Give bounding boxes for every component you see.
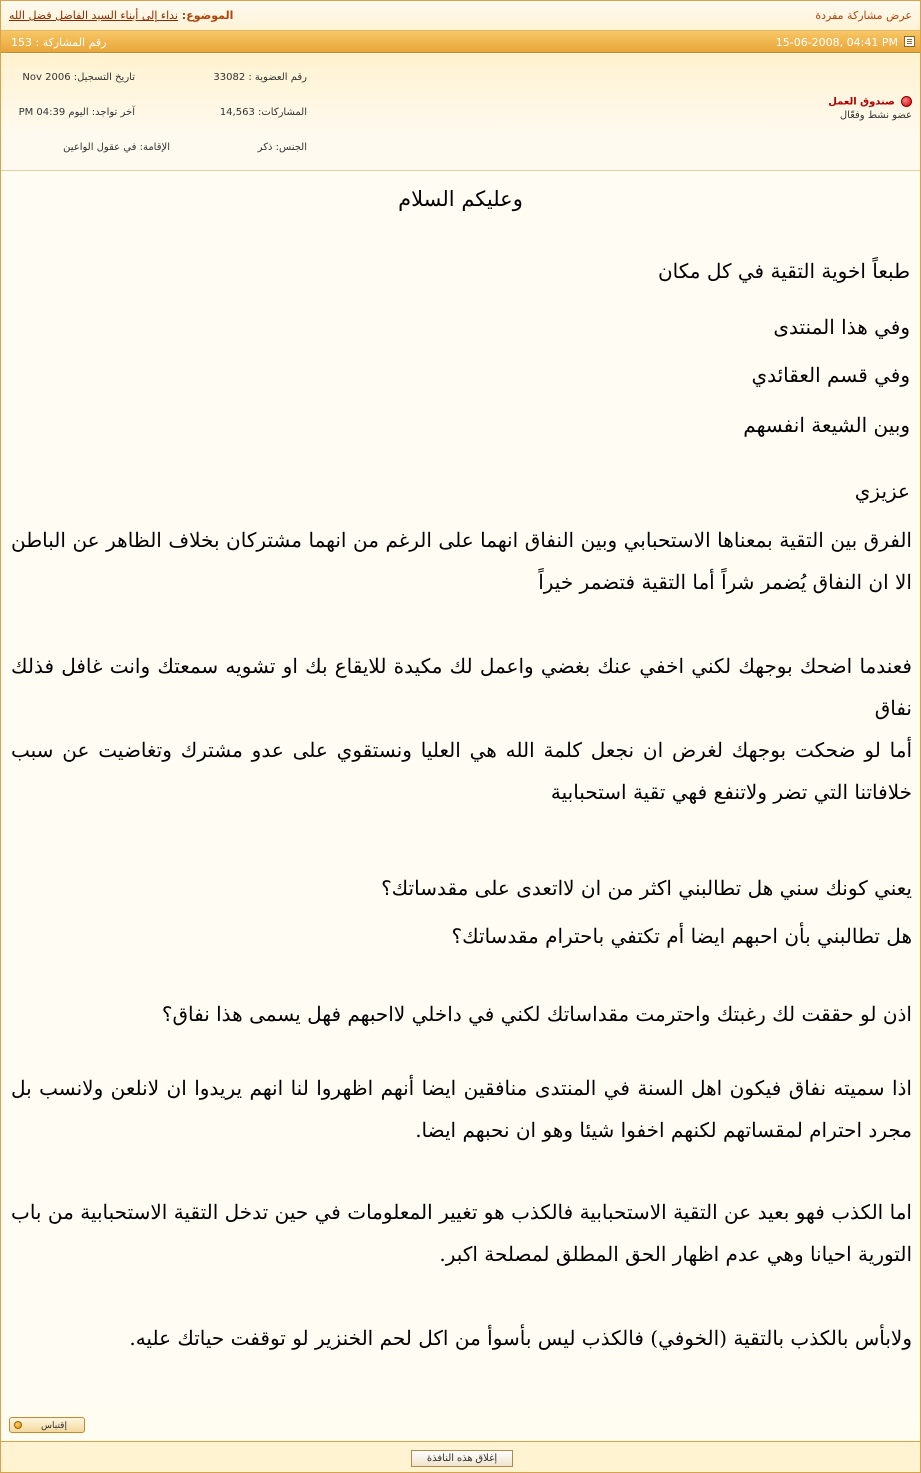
- user-identity: [828, 96, 912, 121]
- gender: الجنس: ذكر: [257, 142, 307, 153]
- message-line: وفي هذا المنتدى: [773, 315, 910, 339]
- location: الإقامة: في عقول الواعين: [63, 142, 170, 153]
- message-paragraph: فعندما اضحك بوجهك لكني اخفي عنك بغضي واعمل لك مكيدة للايقاع بك او تشويه سمعتك وانت غافل فذلك نفاق: [11, 654, 912, 720]
- quote-icon: [14, 1421, 22, 1429]
- user-title: عضو نشط وفعّال: [839, 109, 912, 121]
- message-greeting: وعليكم السلام: [398, 187, 523, 211]
- post-date: 15-06-2008, 04:41 PM: [775, 36, 898, 49]
- online-status-icon: [901, 96, 912, 107]
- subject-link[interactable]: نداء إلى أبناء السيد الفاضل فضل الله: [9, 9, 178, 22]
- username-link[interactable]: صندوق العمل: [828, 96, 895, 108]
- message-paragraph: أما لو ضحكت بوجهك لغرض ان نجعل كلمة الله هي العليا ونستقوي على عدو مشترك وتغاضيت عن سبب خلافاتنا التي تضر ولاتنفع فهي تقية استحبابية: [11, 738, 912, 804]
- post-count: المشاركات: 14,563: [219, 107, 307, 118]
- member-id: رقم العضوية : 33082: [213, 72, 307, 83]
- close-window-button[interactable]: إغلاق هذه النافذة: [411, 1450, 513, 1467]
- message-paragraph: الفرق بين التقية بمعناها الاستحبابي وبين النفاق انهما على الرغم من انهما مشتركان بخلاف الظاهر عن الباطن الا ان النفاق يُضمر شراً أما التقية فتضمر خيراً: [11, 528, 912, 594]
- user-info-panel: [1, 54, 920, 171]
- subject-label: الموضوع: [186, 9, 234, 22]
- message-line: طبعاً اخوية التقية في كل مكان: [657, 259, 910, 283]
- message-paragraph: اما الكذب فهو بعيد عن التقية الاستحبابية فالكذب هو تغيير المعلومات في حين تدخل التقية الاستحبابية من باب التورية احيانا وهي عدم اظهار الحق المطلق لمصلحة اكبر.: [11, 1200, 912, 1266]
- thread-subject: الموضوع: نداء إلى أبناء السيد الفاضل فضل الله: [9, 9, 234, 22]
- quote-button[interactable]: [9, 1417, 85, 1433]
- message-paragraph: ولابأس بالكذب بالتقية (الخوفي) فالكذب ليس بأسوأ من اكل لحم الخنزير لو توقفت حياتك عليه.: [129, 1326, 912, 1350]
- footer: [1, 1441, 920, 1472]
- title-bar: [1, 1, 920, 31]
- message-paragraph: يعني كونك سني هل تطالبني اكثر من ان لااتعدى على مقدساتك؟: [381, 876, 912, 900]
- message-paragraph: هل تطالبني بأن احبهم ايضا أم تكتفي باحترام مقدساتك؟: [451, 924, 912, 948]
- message-line: عزيزي: [854, 479, 910, 503]
- join-date: تاريخ التسجيل: Nov 2006: [22, 72, 135, 83]
- post-message: [1, 171, 920, 1411]
- message-paragraph: اذا سميته نفاق فيكون اهل السنة في المنتدى منافقين ايضا أنهم اظهروا لنا انهم يريدوا ان لانلعن ولانسب بل مجرد احترام لمقساتهم لكنهم اخفوا شيئا وهو ان نحبهم ايضا.: [11, 1076, 912, 1142]
- message-line: وبين الشيعة انفسهم: [743, 413, 910, 437]
- message-line: وفي قسم العقائدي: [751, 363, 910, 387]
- page-title: عرض مشاركة مفردة: [815, 9, 912, 22]
- post-number: رقم المشاركة : 153: [11, 36, 107, 49]
- last-seen: آخر تواجد: اليوم 04:39 PM: [18, 107, 135, 118]
- message-paragraph: اذن لو حققت لك رغبتك واحترمت مقداساتك لكني في داخلي لااحبهم فهل يسمى هذا نفاق؟: [161, 1002, 912, 1026]
- quote-button-label: إقتباس: [41, 1420, 67, 1430]
- post-header: [1, 31, 920, 53]
- post-icon: [904, 36, 915, 47]
